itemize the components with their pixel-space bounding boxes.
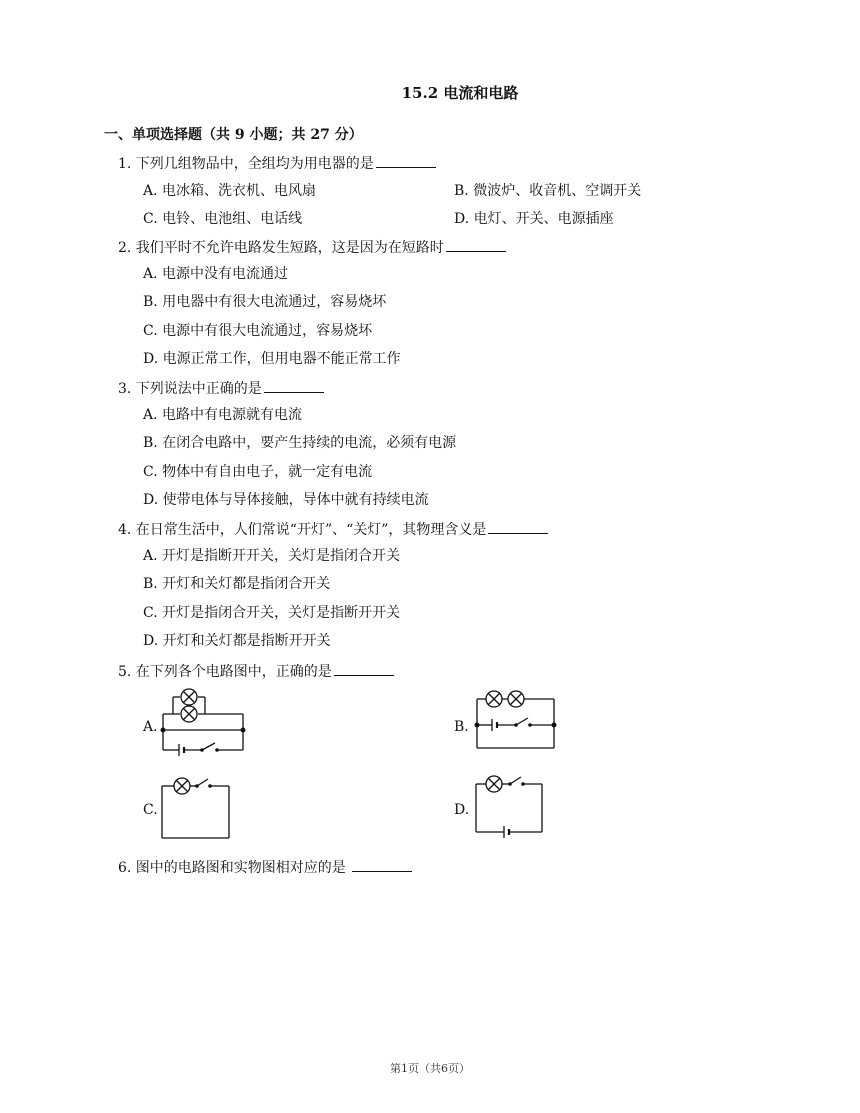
switch-icon — [514, 718, 554, 727]
page-title: 15.2 电流和电路 — [401, 84, 519, 102]
question-1 — [118, 153, 436, 173]
battery-icon — [476, 826, 542, 838]
section-heading: 一、单项选择题（共 9 小题；共 27 分） — [104, 127, 363, 143]
question-stem: 3. 下列说法中正确的是 — [118, 381, 262, 397]
switch-icon — [200, 743, 243, 752]
answer-blank — [334, 661, 394, 676]
question-stem: 4. 在日常生活中，人们常说“开灯”、“关灯”，其物理含义是 — [118, 522, 487, 538]
answer-blank — [264, 378, 324, 393]
battery-icon — [477, 719, 515, 731]
figure-label-a: A. — [143, 719, 158, 735]
circuit-diagram-c — [158, 774, 233, 842]
option-1d: D. 电灯、开关、电源插座 — [454, 211, 614, 227]
option-3c: C. 物体中有自由电子，就一定有电流 — [143, 464, 373, 480]
question-stem: 5. 在下列各个电路图中，正确的是 — [118, 664, 332, 680]
option-1b: B. 微波炉、收音机、空调开关 — [454, 183, 642, 199]
answer-blank — [446, 237, 506, 252]
page-footer: 第1页（共6页） — [390, 1062, 470, 1075]
answer-blank — [352, 857, 412, 872]
figure-label-d: D. — [454, 802, 470, 818]
answer-blank — [488, 519, 548, 534]
option-2a: A. 电源中没有电流通过 — [143, 266, 289, 282]
question-2 — [118, 237, 506, 257]
question-4 — [118, 519, 548, 539]
option-4c: C. 开灯是指闭合开关，关灯是指断开开关 — [143, 605, 401, 621]
switch-icon — [195, 779, 212, 788]
option-3d: D. 使带电体与导体接触，导体中就有持续电流 — [143, 492, 429, 508]
circuit-diagram-a — [155, 684, 250, 754]
figure-label-c: C. — [143, 802, 158, 818]
question-6 — [118, 857, 412, 877]
battery-icon — [163, 744, 201, 756]
question-stem: 1. 下列几组物品中，全组均为用电器的是 — [118, 156, 374, 172]
option-4d: D. 开灯和关灯都是指断开开关 — [143, 633, 331, 649]
option-3a: A. 电路中有电源就有电流 — [143, 407, 303, 423]
circuit-diagram-d — [472, 772, 547, 836]
figure-label-b: B. — [454, 719, 469, 735]
question-3 — [118, 378, 324, 398]
parallel-lamps — [163, 689, 243, 722]
option-4a: A. 开灯是指断开开关，关灯是指闭合开关 — [143, 548, 401, 564]
question-5 — [118, 661, 394, 681]
option-2d: D. 电源正常工作，但用电器不能正常工作 — [143, 351, 401, 367]
option-2c: C. 电源中有很大电流通过，容易烧坏 — [143, 323, 373, 339]
option-3b: B. 在闭合电路中，要产生持续的电流，必须有电源 — [143, 435, 457, 451]
option-2b: B. 用电器中有很大电流通过，容易烧坏 — [143, 294, 387, 310]
question-stem: 6. 图中的电路图和实物图相对应的是 — [118, 860, 351, 876]
answer-blank — [376, 153, 436, 168]
circuit-diagram-b — [470, 686, 560, 752]
switch-icon — [508, 777, 525, 786]
question-stem: 2. 我们平时不允许电路发生短路，这是因为在短路时 — [118, 240, 444, 256]
option-4b: B. 开灯和关灯都是指闭合开关 — [143, 576, 331, 592]
option-1a: A. 电冰箱、洗衣机、电风扇 — [143, 183, 317, 199]
option-1c: C. 电铃、电池组、电话线 — [143, 211, 303, 227]
